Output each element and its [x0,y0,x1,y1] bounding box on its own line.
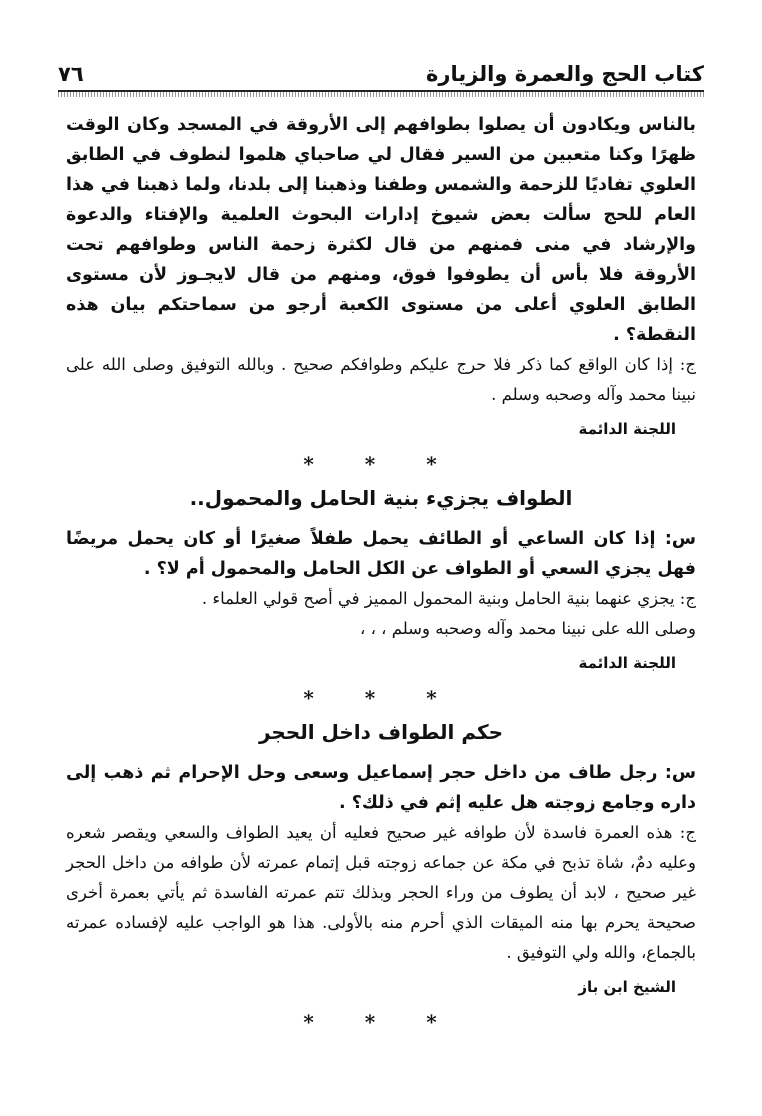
question-continuation: بالناس ويكادون أن يصلوا بطوافهم إلى الأروقة في المسجد وكان الوقت ظهرًا وكنا متعبين من السير فقال لي صاحباي هلموا لنطوف في الطابق العلوي تفاديًا للزحمة والشمس وطفنا وذهبنا إلى بلدنا، ولما ذهبنا في هذا العام للحج سألت بعض شيوخ إدارات البحوث العلمية والإفتاء والدعوة والإرشاد في منى فمنهم من قال لكثرة زحمة الناس وطوافهم تحت الأروقة فلا بأس أن يطوفوا فوق، ومنهم من قال لايجـوز لأن مستوى الطابق العلوي أعلى من مستوى الكعبة أرجو من سماحتكم بيان هذه النقطة؟ . [66,115,696,345]
section-title-2: الطواف يجزيء بنية الحامل والمحمول.. [189,486,573,510]
signature-2: اللجنة الدائمة [578,654,676,672]
separator-1: * * * [303,452,459,476]
page-content [66,110,696,1042]
section-title-3: حكم الطواف داخل الحجر [258,720,504,744]
closing-2: وصلى الله على نبينا محمد وآله وصحبه وسلم ، ، ، [360,619,696,638]
question-2: س: إذا كان الساعي أو الطائف يحمل طفلاً صغيرًا أو كان يحمل مريضًا فهل يجزي السعي أو الطواف عن الكل الحامل والمحمول أم لا؟ . [66,529,696,579]
answer-1: ج: إذا كان الواقع كما ذكر فلا حرج عليكم وطوافكم صحيح . وبالله التوفيق وصلى الله على نبينا محمد وآله وصحبه وسلم . [66,355,696,404]
answer-3: ج: هذه العمرة فاسدة لأن طوافه غير صحيح فعليه أن يعيد الطواف والسعي ويقصر شعره وعليه دمٌ، شاة تذبح في مكة عن جماعه زوجته قبل إتمام عمرته لأن طوافه من داخل الحجر غير صحيح ، لابد أن يطوف من وراء الحجر وبذلك تتم عمرته الفاسدة ثم يأتي بعمرة أخرى صحيحة يحرم بها منه الميقات الذي أحرم منه بالأولى. هذا هو الواجب عليه لإفساده عمرته بالجماع، والله ولي التوفيق . [66,823,696,962]
header-divider [58,90,704,97]
page-number: ٧٦ [58,62,84,86]
book-title: كتاب الحج والعمرة والزيارة [425,62,704,86]
page-header [58,56,704,86]
signature-1: اللجنة الدائمة [578,420,676,438]
separator-3: * * * [303,1010,459,1034]
signature-3: الشيخ ابن باز [578,978,676,996]
question-3: س: رجل طاف من داخل حجر إسماعيل وسعى وحل الإحرام ثم ذهب إلى داره وجامع زوجته هل عليه إثم في ذلك؟ . [66,763,696,813]
answer-2: ج: يجزي عنهما بنية الحامل وبنية المحمول المميز في أصح قولي العلماء . [201,589,696,608]
separator-2: * * * [303,686,459,710]
